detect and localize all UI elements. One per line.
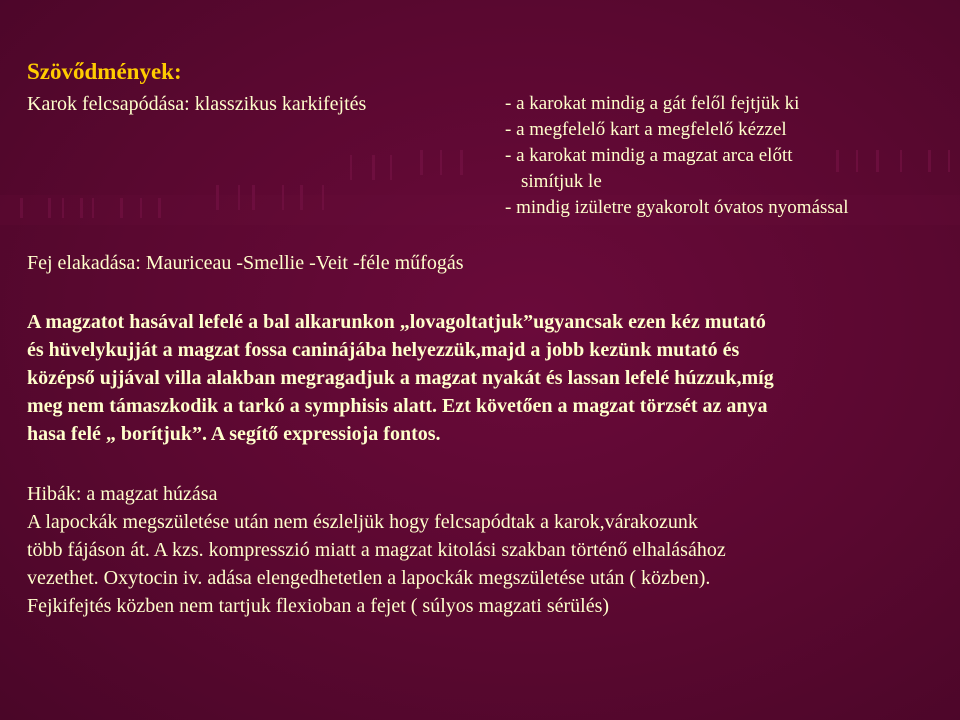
maneuver-line: meg nem támaszkodik a tarkó a symphisis alatt. Ezt követően a magzat törzsét az anya (27, 395, 768, 417)
errors-line: több fájáson át. A kzs. kompresszió miatt a magzat kitolási szakban történő elhalásához (27, 539, 726, 561)
slide-heading: Szövődmények: (27, 59, 182, 84)
head-complication: Fej elakadása: Mauriceau -Smellie -Veit -féle műfogás (27, 252, 464, 274)
errors-heading: Hibák: a magzat húzása (27, 483, 218, 505)
maneuver-line: A magzatot hasával lefelé a bal alkarunkon „lovagoltatjuk”ugyancsak ezen kéz mutató (27, 311, 766, 333)
arm-step: - a karokat mindig a magzat arca előtt (505, 145, 793, 166)
errors-line: Fejkifejtés közben nem tartjuk flexioban a fejet ( súlyos magzati sérülés) (27, 595, 610, 617)
arm-step: - a megfelelő kart a megfelelő kézzel (505, 119, 787, 140)
maneuver-line: középső ujjával villa alakban megragadjuk a magzat nyakát és lassan lefelé húzzuk,míg (27, 367, 774, 389)
errors-line: A lapockák megszületése után nem észleljük hogy felcsapódtak a karok,várakozunk (27, 511, 698, 533)
arm-step: - mindig izületre gyakorolt óvatos nyomással (505, 197, 849, 218)
maneuver-line: és hüvelykujját a magzat fossa caninájába helyezzük,majd a jobb kezünk mutató és (27, 339, 740, 361)
errors-line: vezethet. Oxytocin iv. adása elengedhetetlen a lapockák megszületése után ( közben). (27, 567, 711, 589)
arm-step: simítjuk le (521, 171, 602, 192)
maneuver-line: hasa felé „ borítjuk”. A segítő expressioja fontos. (27, 423, 441, 445)
arm-complication-label: Karok felcsapódása: klasszikus karkifejtés (27, 93, 367, 115)
arm-step: - a karokat mindig a gát felől fejtjük ki (505, 93, 800, 114)
